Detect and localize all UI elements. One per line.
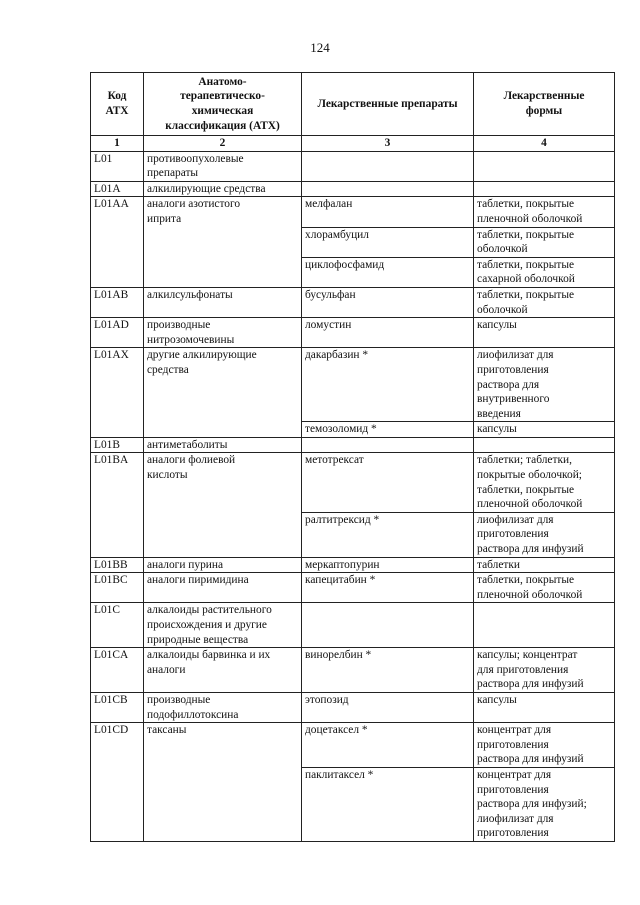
atx-code-cell: L01C: [91, 603, 144, 648]
drug-cell: [302, 603, 474, 648]
atx-table: [90, 72, 615, 842]
drug-cell: мелфалан: [302, 197, 474, 227]
header-forms: Лекарственные формы: [474, 73, 615, 136]
classification-cell: другие алкилирующие средства: [144, 348, 302, 438]
atx-code-cell: L01CD: [91, 723, 144, 842]
form-cell: лиофилизат для приготовления раствора для инфузий: [474, 512, 615, 557]
classification-cell: алкилирующие средства: [144, 181, 302, 197]
classification-cell: антиметаболиты: [144, 437, 302, 453]
column-number: 2: [144, 136, 302, 152]
atx-code-cell: L01BC: [91, 573, 144, 603]
classification-cell: таксаны: [144, 723, 302, 842]
drug-cell: ломустин: [302, 318, 474, 348]
drug-cell: хлорамбуцил: [302, 227, 474, 257]
form-cell: [474, 437, 615, 453]
atx-code-cell: L01AD: [91, 318, 144, 348]
atx-code-cell: L01AX: [91, 348, 144, 438]
atx-code-cell: L01AB: [91, 287, 144, 317]
classification-cell: производные нитрозомочевины: [144, 318, 302, 348]
drug-cell: ралтитрексид *: [302, 512, 474, 557]
table-row: [91, 557, 615, 573]
table-row: [91, 151, 615, 181]
drug-cell: [302, 151, 474, 181]
form-cell: капсулы: [474, 318, 615, 348]
table-row: [91, 318, 615, 348]
drug-cell: [302, 181, 474, 197]
form-cell: таблетки, покрытые пленочной оболочкой: [474, 573, 615, 603]
drug-cell: винорелбин *: [302, 648, 474, 693]
header-drugs: Лекарственные препараты: [302, 73, 474, 136]
form-cell: [474, 151, 615, 181]
drug-cell: доцетаксел *: [302, 723, 474, 768]
table-row: [91, 287, 615, 317]
form-cell: таблетки, покрытые оболочкой: [474, 227, 615, 257]
drug-cell: меркаптопурин: [302, 557, 474, 573]
drug-cell: дакарбазин *: [302, 348, 474, 422]
form-cell: концентрат для приготовления раствора для инфузий: [474, 723, 615, 768]
classification-cell: алкалоиды барвинка и их аналоги: [144, 648, 302, 693]
header-code: Код АТХ: [91, 73, 144, 136]
atx-code-cell: L01BA: [91, 453, 144, 557]
atx-code-cell: L01: [91, 151, 144, 181]
form-cell: таблетки, покрытые пленочной оболочкой: [474, 197, 615, 227]
drug-cell: циклофосфамид: [302, 257, 474, 287]
table-row: [91, 723, 615, 768]
header-classification: Анатомо- терапевтическо- химическая классификация (АТХ): [144, 73, 302, 136]
table-row: [91, 692, 615, 722]
atx-code-cell: L01CB: [91, 692, 144, 722]
column-number: 1: [91, 136, 144, 152]
table-row: [91, 437, 615, 453]
atx-code-cell: L01CA: [91, 648, 144, 693]
form-cell: [474, 603, 615, 648]
atx-code-cell: L01A: [91, 181, 144, 197]
classification-cell: алкалоиды растительного происхождения и другие природные вещества: [144, 603, 302, 648]
column-number-row: [91, 136, 615, 152]
classification-cell: аналоги азотистого иприта: [144, 197, 302, 288]
classification-cell: аналоги пурина: [144, 557, 302, 573]
table-row: [91, 603, 615, 648]
drug-cell: темозоломид *: [302, 422, 474, 438]
table-row: [91, 348, 615, 422]
table-row: [91, 453, 615, 512]
table-row: [91, 181, 615, 197]
table-row: [91, 573, 615, 603]
classification-cell: противоопухолевые препараты: [144, 151, 302, 181]
column-number: 4: [474, 136, 615, 152]
classification-cell: производные подофиллотоксина: [144, 692, 302, 722]
classification-cell: алкилсульфонаты: [144, 287, 302, 317]
drug-cell: паклитаксел *: [302, 767, 474, 841]
form-cell: капсулы: [474, 692, 615, 722]
drug-cell: бусульфан: [302, 287, 474, 317]
classification-cell: аналоги пиримидина: [144, 573, 302, 603]
page-number: 124: [310, 40, 330, 55]
atx-code-cell: L01B: [91, 437, 144, 453]
form-cell: капсулы; концентрат для приготовления раствора для инфузий: [474, 648, 615, 693]
drug-cell: [302, 437, 474, 453]
form-cell: лиофилизат для приготовления раствора для внутривенного введения: [474, 348, 615, 422]
form-cell: концентрат для приготовления раствора для инфузий; лиофилизат для приготовления: [474, 767, 615, 841]
form-cell: таблетки, покрытые сахарной оболочкой: [474, 257, 615, 287]
atx-code-cell: L01AA: [91, 197, 144, 288]
atx-code-cell: L01BB: [91, 557, 144, 573]
form-cell: таблетки: [474, 557, 615, 573]
column-number: 3: [302, 136, 474, 152]
table-row: [91, 648, 615, 693]
form-cell: таблетки, покрытые оболочкой: [474, 287, 615, 317]
classification-cell: аналоги фолиевой кислоты: [144, 453, 302, 557]
table-row: [91, 197, 615, 227]
drug-cell: капецитабин *: [302, 573, 474, 603]
form-cell: таблетки; таблетки, покрытые оболочкой; таблетки, покрытые пленочной оболочкой: [474, 453, 615, 512]
form-cell: [474, 181, 615, 197]
drug-cell: этопозид: [302, 692, 474, 722]
table-body: [91, 151, 615, 841]
drug-cell: метотрексат: [302, 453, 474, 512]
form-cell: капсулы: [474, 422, 615, 438]
table-header-row: [91, 73, 615, 136]
